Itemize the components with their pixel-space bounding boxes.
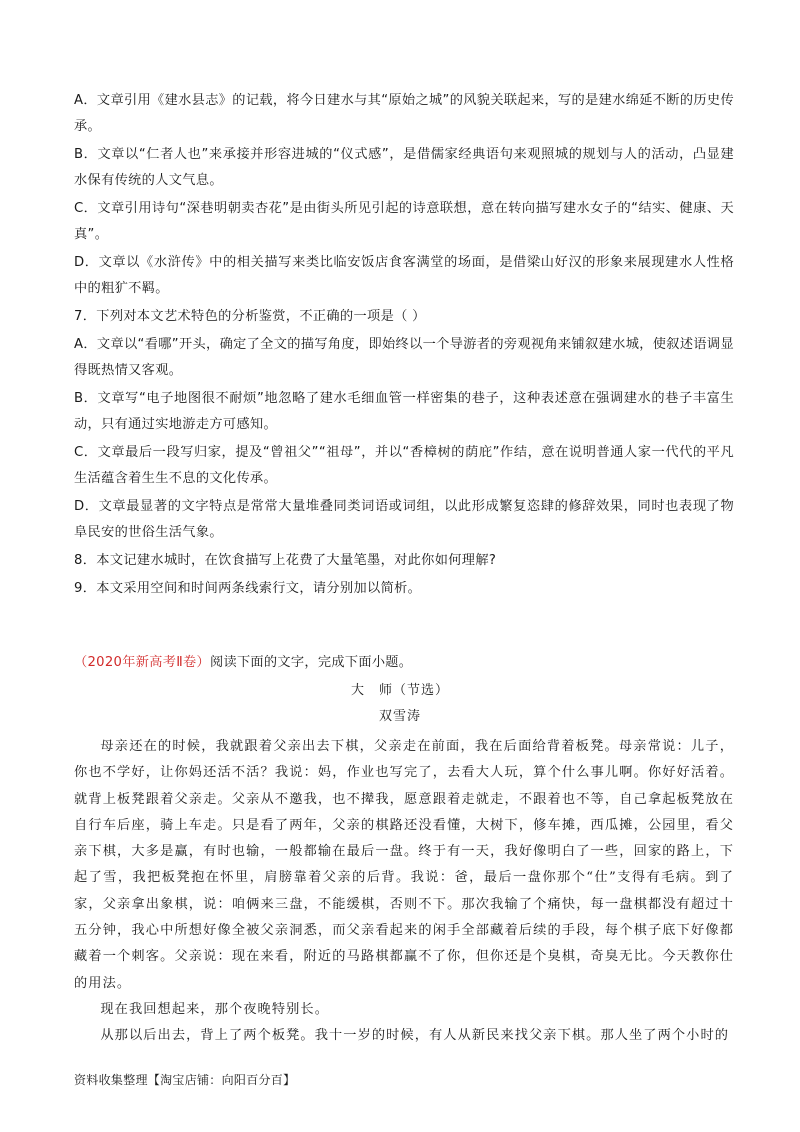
article-paragraph: 从那以后出去，背上了两个板凳。我十一岁的时候，有人从新民来找父亲下棋。那人坐了两个小时的: [100, 1028, 730, 1044]
option-7d: D．文章最显著的文字特点是常常大量堆叠同类词语或词组，以此形成繁复恣肆的修辞效果，同时也表现了物阜民安的世俗生活气象。: [74, 499, 734, 540]
question-options: [74, 88, 734, 604]
article-paragraph: 现在我回想起来，那个夜晚特别长。: [100, 1001, 329, 1017]
option-7a: A．文章以“看哪”开头，确定了全文的描写角度，即始终以一个导游者的旁观视角来铺叙建水城，使叙述语调显得既热情又客观。: [74, 337, 734, 378]
exam-source-tag: （2020年新高考Ⅱ卷）: [74, 655, 210, 670]
exam-source-line: [74, 652, 734, 674]
article-title: 大 师（节选）: [350, 683, 449, 698]
option-6b: B．文章以“仁者人也”来承接并形容进城的“仪式感”，是借儒家经典语句来观照城的规划与人的活动，凸显建水保有传统的人文气息。: [74, 147, 734, 188]
question-8: 8．本文记建水城时，在饮食描写上花费了大量笔墨，对此你如何理解?: [74, 553, 497, 568]
reading-instruction: 阅读下面的文字，完成下面小题。: [209, 655, 413, 670]
question-7: 7．下列对本文艺术特色的分析鉴赏，不正确的一项是（ ）: [74, 309, 426, 324]
question-9: 9．本文采用空间和时间两条线索行文，请分别加以简析。: [74, 581, 422, 596]
option-6d: D．文章以《水浒传》中的相关描写来类比临安饭店食客满堂的场面，是借梁山好汉的形象来展现建水人性格中的粗犷不羁。: [74, 255, 734, 296]
page-footer: 资料收集整理【淘宝店铺：向阳百分百】: [74, 1073, 296, 1087]
option-6c: C．文章引用诗句“深巷明朝卖杏花”是由街头所见引起的诗意联想，意在转向描写建水女子的“结实、健康、天真”。: [74, 201, 734, 242]
option-7b: B．文章写“电子地图很不耐烦”地忽略了建水毛细血管一样密集的巷子，这种表述意在强调建水的巷子丰富生动，只有通过实地游走方可感知。: [74, 391, 734, 432]
article-author: 双雪涛: [378, 709, 421, 724]
article-body: [74, 734, 734, 1050]
option-7c: C．文章最后一段写归家，提及“曾祖父”“祖母”，并以“香樟树的荫庇”作结，意在说明普通人家一代代的平凡生活蕴含着生生不息的文化传承。: [74, 445, 734, 486]
article-paragraph: 母亲还在的时候，我就跟着父亲出去下棋，父亲走在前面，我在后面给背着板凳。母亲常说：儿子，你也不学好，让你妈还活不活？我说：妈，作业也写完了，去看大人玩，算个什么事儿啊。你好好活着。就背上板凳跟着父亲走。父亲从不邀我，也不撵我，愿意跟着走就走，不跟着也不等，自己拿起板凳放在自行车后座，骑上车走。只是看了两年，父亲的棋路还没看懂，大树下，修车摊，西瓜摊，公园里，看父亲下棋，大多是赢，有时也输，一般都输在最后一盘。终于有一天，我好像明白了一些，回家的路上，下起了雪，我把板凳抱在怀里，肩膀靠着父亲的后背。我说：爸，最后一盘你那个“仕”支得有毛病。到了家，父亲拿出象棋，说：咱俩来三盘，不能缓棋，否则不下。那次我输了个痛快，每一盘棋都没有超过十五分钟，我心中所想好像全被父亲洞悉，而父亲看起来的闲手全部藏着后续的手段，每个棋子底下好像都藏着一个刺客。父亲说：现在来看，附近的马路棋都赢不了你，但你还是个臭棋，奇臭无比。今天教你仕的用法。: [74, 739, 734, 991]
option-6a: A．文章引用《建水县志》的记载，将今日建水与其“原始之城”的风貌关联起来，写的是建水绵延不断的历史传承。: [74, 93, 734, 134]
